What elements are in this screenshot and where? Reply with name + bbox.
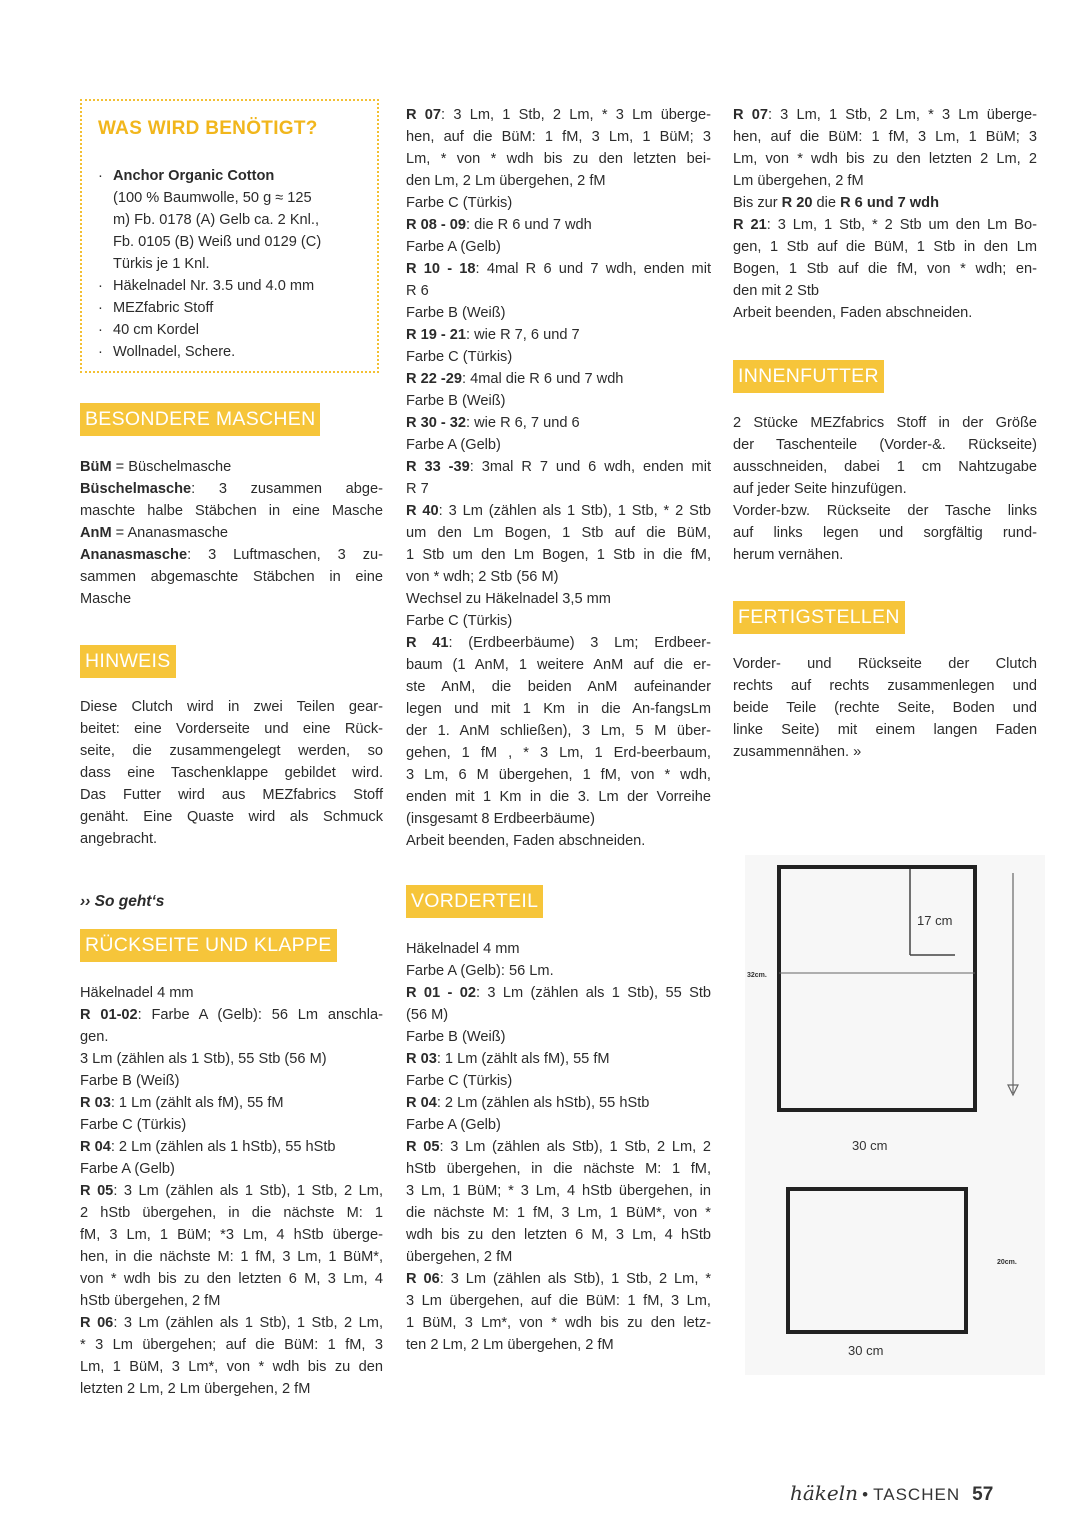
text-run: : wie R 6, 7 und 6	[466, 415, 580, 431]
bold-run: R 41	[406, 635, 449, 651]
footer-section: TASCHEN	[873, 1485, 961, 1504]
text-run: Arbeit beenden, Faden abschneiden.	[406, 833, 646, 849]
text-run: Farbe B (Weiß)	[406, 305, 506, 321]
bullet-icon: ·	[98, 300, 103, 316]
text-run: : 3 Lm (zählen als Stb), 1 Stb, 2 Lm, *	[439, 1271, 711, 1287]
text-run: Farbe A (Gelb)	[406, 437, 501, 453]
materials-item	[98, 165, 373, 187]
text-line	[733, 434, 1037, 456]
text-run: = Ananasmasche	[111, 525, 229, 541]
text-line	[406, 456, 711, 478]
bullet-icon: ·	[98, 322, 103, 338]
text-run: herum vernähen.	[733, 547, 844, 563]
text-line	[406, 280, 711, 302]
flap-height-label: 17 cm	[917, 913, 953, 928]
text-run: ten 2 Lm, 2 Lm übergehen, 2 fM	[406, 1337, 614, 1353]
text-line	[406, 742, 711, 764]
text-line	[80, 1048, 383, 1070]
text-run: : 3 Lm, 1 Stb, 2 Lm, * 3 Lm überge-	[441, 107, 711, 123]
text-line	[80, 1224, 383, 1246]
text-line	[733, 214, 1037, 236]
text-run: 2 hStb übergehen, in die nächste M: 1	[80, 1205, 383, 1221]
bold-run: R 40	[406, 503, 439, 519]
text-run: angebracht.	[80, 831, 158, 847]
text-line	[406, 1202, 711, 1224]
bold-run: R 04	[406, 1095, 437, 1111]
text-line	[406, 1004, 711, 1026]
bold-run: R 6 und 7 wdh	[840, 195, 939, 211]
text-run: gen, 1 Stb auf die BüM, 1 Stb in den Lm	[733, 239, 1037, 255]
bold-run: R 21	[733, 217, 767, 233]
heading-innenfutter: INNENFUTTER	[733, 360, 884, 393]
text-run: 1 Stb um den Lm Bogen, 1 Stb in die fM,	[406, 547, 711, 563]
magazine-brand: häkeln	[790, 1481, 859, 1505]
text-line	[80, 1114, 383, 1136]
text-line	[406, 170, 711, 192]
materials-item	[98, 319, 373, 341]
text-line	[80, 1092, 383, 1114]
text-line	[733, 236, 1037, 258]
text-line	[406, 258, 711, 280]
bold-run: R 06	[80, 1315, 114, 1331]
text-line	[406, 610, 711, 632]
text-run: Farbe C (Türkis)	[406, 1073, 513, 1089]
text-run: hen, auf die BüM: 1 fM, 3 Lm, 1 BüM; 3	[406, 129, 711, 145]
text-line	[406, 104, 711, 126]
bold-run: R 20	[781, 195, 813, 211]
text-run: Farbe B (Weiß)	[406, 1029, 506, 1045]
text-line	[733, 280, 1037, 302]
materials-item	[98, 341, 373, 363]
text-run: 3 Lm übergehen, auf die BüM: 1 fM, 3 Lm,	[406, 1293, 711, 1309]
text-run: linke Seite) mit einem langen Faden	[733, 722, 1037, 738]
text-run: gen.	[80, 1029, 109, 1045]
text-run: 3 Lm, 1 BüM; * 3 Lm, 4 hStb übergehen, in	[406, 1183, 711, 1199]
text-run: hen, in die nächste M: 1 fM, 3 Lm, 1 BüM*,	[80, 1249, 383, 1265]
materials-item-text: Wollnadel, Schere.	[113, 344, 236, 360]
text-run: baum (1 AnM, 1 weitere AnM auf die er-	[406, 657, 711, 673]
vorderteil-text	[406, 938, 711, 1356]
text-run: : 3 Lm (zählen als Stb), 1 Stb, 2 Lm, 2	[439, 1139, 711, 1155]
text-run: : wie R 7, 6 und 7	[466, 327, 580, 343]
text-run: legen und mit 1 Km in die An-fangsLm	[406, 701, 711, 717]
text-line	[733, 412, 1037, 434]
text-run: Häkelnadel 4 mm	[406, 941, 520, 957]
text-line	[80, 1004, 383, 1026]
bullet-icon: ·	[98, 344, 103, 360]
text-line	[733, 478, 1037, 500]
bold-run: R 05	[80, 1183, 114, 1199]
text-line	[406, 786, 711, 808]
heading-hinweis: HINWEIS	[80, 645, 176, 678]
text-run: übergehen, 2 fM	[406, 1249, 513, 1265]
text-line	[406, 938, 711, 960]
text-run: fM, 3 Lm, 1 BüM; *3 Lm, 4 hStb überge-	[80, 1227, 383, 1243]
text-run: Farbe C (Türkis)	[406, 349, 513, 365]
so-gehts-label: ›› So geht‘s	[80, 893, 165, 910]
text-run: : die R 6 und 7 wdh	[466, 217, 592, 233]
text-run: (insgesamt 8 Erdbeerbäume)	[406, 811, 595, 827]
text-run: letzten 2 Lm, 2 Lm übergehen, 2 fM	[80, 1381, 311, 1397]
bold-run: R 30 - 32	[406, 415, 467, 431]
text-run: : 3mal R 7 und 6 wdh, enden mit	[469, 459, 711, 475]
text-line	[80, 696, 383, 718]
text-run: ausschneiden, dabei 1 cm Nahtzugabe	[733, 459, 1037, 475]
text-line	[80, 1026, 383, 1048]
text-run: die	[812, 195, 841, 211]
text-run: : Farbe A (Gelb): 56 Lm anschla-	[137, 1007, 384, 1023]
text-line	[80, 762, 383, 784]
text-line	[406, 1136, 711, 1158]
text-line	[733, 741, 1037, 763]
text-line	[406, 1092, 711, 1114]
text-line	[80, 982, 383, 1004]
text-line	[406, 544, 711, 566]
text-line	[406, 1048, 711, 1070]
text-line	[733, 104, 1037, 126]
bold-run: AnM	[80, 525, 112, 541]
text-line	[406, 346, 711, 368]
text-run: : 1 Lm (zählt als fM), 55 fM	[110, 1095, 284, 1111]
text-line	[733, 302, 1037, 324]
text-line	[80, 1268, 383, 1290]
text-line	[406, 982, 711, 1004]
front-height-label: 20cm.	[997, 1259, 1017, 1266]
text-line	[406, 1180, 711, 1202]
footer-dot: •	[862, 1485, 870, 1504]
text-run: : 3 Lm, 1 Stb, 2 Lm, * 3 Lm überge-	[767, 107, 1038, 123]
text-line	[80, 478, 383, 500]
heading-fertigstellen: FERTIGSTELLEN	[733, 601, 905, 634]
materials-item-detail: Fb. 0105 (B) Weiß und 0129 (C)	[113, 234, 322, 250]
text-run: * 3 Lm übergehen; auf die BüM: 1 fM, 3	[80, 1337, 383, 1353]
text-line	[406, 830, 711, 852]
materials-item-detail: (100 % Baumwolle, 50 g ≈ 125	[113, 190, 312, 206]
text-line	[80, 1312, 383, 1334]
text-line	[406, 588, 711, 610]
text-line	[80, 566, 383, 588]
text-line	[80, 522, 383, 544]
text-line	[406, 1334, 711, 1356]
text-line	[80, 1180, 383, 1202]
text-run: maschte halbe Stäbchen in eine Masche	[80, 503, 383, 519]
materials-item-text: 40 cm Kordel	[113, 322, 199, 338]
bold-run: R 22 -29	[406, 371, 462, 387]
text-run: seite, die zusammengelegt werden, so	[80, 743, 383, 759]
text-run: : 2 Lm (zählen als hStb), 55 hStb	[436, 1095, 650, 1111]
materials-item	[98, 275, 373, 297]
materials-item-text: Anchor Organic Cotton	[113, 168, 275, 184]
text-run: den mit 2 Stb	[733, 283, 819, 299]
text-run: rechts auf rechts zusammenlegen und	[733, 678, 1037, 694]
text-line	[406, 1268, 711, 1290]
text-line	[406, 632, 711, 654]
bold-run: Ananasmasche	[80, 547, 188, 563]
front-width-label: 30 cm	[848, 1343, 884, 1358]
text-run: 1 BüM, 3 Lm*, von * wdh bis zu den letz-	[406, 1315, 711, 1331]
text-line	[406, 126, 711, 148]
heading-vorderteil: VORDERTEIL	[406, 885, 543, 918]
text-run: Farbe C (Türkis)	[406, 195, 513, 211]
back-height-label: 32cm.	[747, 972, 767, 979]
text-run: auf links legen und sorgfältig rund-	[733, 525, 1037, 541]
text-line	[733, 522, 1037, 544]
text-run: gehen, 1 fM , * 3 Lm, 1 Erd-beerbaum,	[406, 745, 711, 761]
text-run: : 3 zusammen abge-	[191, 481, 383, 497]
bold-run: R 07	[406, 107, 442, 123]
text-run: : 3 Lm, 1 Stb, * 2 Stb um den Lm Bo-	[766, 217, 1037, 233]
text-line	[406, 808, 711, 830]
text-run: beide Teile (rechte Seite, Boden und	[733, 700, 1037, 716]
text-line	[80, 1136, 383, 1158]
text-run: : 3 Lm (zählen als 1 Stb), 1 Stb, * 2 Stb	[438, 503, 711, 519]
text-run: hStb übergehen, 2 fM	[80, 1293, 221, 1309]
text-run: hen, auf die BüM: 1 fM, 3 Lm, 1 BüM; 3	[733, 129, 1037, 145]
text-line	[406, 500, 711, 522]
text-run: Lm, von * wdh bis zu den letzten 2 Lm, 2	[733, 151, 1037, 167]
materials-item-text: Häkelnadel Nr. 3.5 und 4.0 mm	[113, 278, 315, 294]
text-line	[80, 500, 383, 522]
heading-besondere-maschen: BESONDERE MASCHEN	[80, 403, 320, 436]
text-run: = Büschelmasche	[111, 459, 232, 475]
heading-rueckseite: RÜCKSEITE UND KLAPPE	[80, 929, 337, 962]
back-width-label: 30 cm	[852, 1138, 888, 1153]
text-run: Vorder-bzw. Rückseite der Tasche links	[733, 503, 1037, 519]
text-run: : 2 Lm (zählen als 1 hStb), 55 hStb	[110, 1139, 336, 1155]
text-run: : 3 Lm (zählen als 1 Stb), 1 Stb, 2 Lm,	[113, 1183, 384, 1199]
text-line	[733, 719, 1037, 741]
text-line	[80, 828, 383, 850]
text-line	[733, 148, 1037, 170]
text-line	[406, 1158, 711, 1180]
bold-run: R 01-02	[80, 1007, 138, 1023]
text-run: genäht. Eine Quaste wird als Schmuck	[80, 809, 383, 825]
page-footer	[790, 1481, 993, 1506]
text-run: Farbe B (Weiß)	[406, 393, 506, 409]
text-line	[80, 740, 383, 762]
text-run: von * wdh bis zu den letzten 6 M, 3 Lm, 4	[80, 1271, 383, 1287]
text-line	[80, 718, 383, 740]
text-run: Lm, 1 BüM, 3 Lm*, von * wdh bis zu den	[80, 1359, 383, 1375]
bold-run: R 03	[406, 1051, 437, 1067]
text-run: : 4mal die R 6 und 7 wdh	[461, 371, 624, 387]
text-line	[80, 1246, 383, 1268]
text-run: Bogen, 1 Stb auf die fM, von * wdh; en-	[733, 261, 1037, 277]
text-line	[733, 675, 1037, 697]
hinweis-text	[80, 696, 383, 850]
text-line	[733, 544, 1037, 566]
text-line	[406, 960, 711, 982]
text-run: : 3 Luftmaschen, 3 zu-	[187, 547, 383, 563]
text-line	[406, 302, 711, 324]
text-line	[80, 806, 383, 828]
bold-run: R 19 - 21	[406, 327, 467, 343]
col2-rows-text	[406, 104, 711, 852]
text-line	[406, 1290, 711, 1312]
text-line	[406, 1246, 711, 1268]
text-line	[80, 1158, 383, 1180]
text-run: Lm übergehen, 2 fM	[733, 173, 864, 189]
text-run: Wechsel zu Häkelnadel 3,5 mm	[406, 591, 611, 607]
pattern-diagram	[745, 855, 1045, 1375]
bullet-icon: ·	[98, 278, 103, 294]
text-run: (56 M)	[406, 1007, 449, 1023]
text-run: R 7	[406, 481, 429, 497]
bold-run: BüM	[80, 459, 112, 475]
text-run: Farbe A (Gelb): 56 Lm.	[406, 963, 554, 979]
text-line	[80, 1356, 383, 1378]
materials-title: WAS WIRD BENÖTIGT?	[98, 118, 318, 139]
text-line	[733, 258, 1037, 280]
text-line	[406, 324, 711, 346]
col3-rows-text	[733, 104, 1037, 324]
text-line	[406, 412, 711, 434]
text-line	[733, 653, 1037, 675]
text-run: : 1 Lm (zählt als fM), 55 fM	[436, 1051, 610, 1067]
text-run: sammen abgemaschte Stäbchen in eine	[80, 569, 383, 585]
text-line	[80, 544, 383, 566]
text-run: R 6	[406, 283, 429, 299]
bold-run: R 03	[80, 1095, 111, 1111]
text-line	[406, 1114, 711, 1136]
text-run: Diese Clutch wird in zwei Teilen gear-	[80, 699, 383, 715]
text-run: Vorder- und Rückseite der Clutch	[733, 656, 1037, 672]
text-run: auf jeder Seite hinzufügen.	[733, 481, 907, 497]
text-run: um den Lm Bogen, 1 Stb auf die BüM,	[406, 525, 711, 541]
text-run: Farbe A (Gelb)	[406, 1117, 501, 1133]
text-run: Bis zur	[733, 195, 782, 211]
text-run: den Lm, 2 Lm übergehen, 2 fM	[406, 173, 606, 189]
text-line	[80, 784, 383, 806]
text-line	[733, 192, 1037, 214]
materials-item-detail: m) Fb. 0178 (A) Gelb ca. 2 Knl.,	[113, 212, 320, 228]
text-line	[406, 368, 711, 390]
text-run: dass eine Taschenklappe gebildet wird.	[80, 765, 383, 781]
bold-run: R 33 -39	[406, 459, 470, 475]
text-line	[406, 1026, 711, 1048]
text-line	[406, 522, 711, 544]
text-line	[80, 588, 383, 610]
text-run: 2 Stücke MEZfabrics Stoff in der Größe	[733, 415, 1037, 431]
text-run: Das Futter wird aus MEZfabrics Stoff	[80, 787, 383, 803]
text-line	[80, 1202, 383, 1224]
text-run: Farbe C (Türkis)	[406, 613, 513, 629]
materials-item-text: MEZfabric Stoff	[113, 300, 214, 316]
text-line	[406, 1224, 711, 1246]
text-line	[406, 214, 711, 236]
text-line	[80, 1334, 383, 1356]
text-run: 3 Lm, 6 M übergehen, 1 fM, von * wdh,	[406, 767, 711, 783]
bold-run: R 08 - 09	[406, 217, 467, 233]
text-line	[733, 500, 1037, 522]
text-run: beitet: eine Vorderseite und eine Rück-	[80, 721, 383, 737]
besondere-maschen-text	[80, 456, 383, 610]
text-line	[406, 764, 711, 786]
text-line	[80, 1378, 383, 1400]
text-line	[733, 126, 1037, 148]
text-line	[406, 654, 711, 676]
text-run: Arbeit beenden, Faden abschneiden.	[733, 305, 973, 321]
text-line	[406, 1312, 711, 1334]
rueckseite-text	[80, 982, 383, 1400]
text-run: : 3 Lm (zählen als 1 Stb), 55 Stb	[475, 985, 711, 1001]
text-run: der Taschenteile (Vorder-&. Rückseite)	[733, 437, 1037, 453]
bold-run: R 07	[733, 107, 768, 123]
fertigstellen-text	[733, 653, 1037, 763]
bold-run: R 06	[406, 1271, 440, 1287]
text-line	[80, 456, 383, 478]
bold-run: R 10 - 18	[406, 261, 476, 277]
bold-run: R 04	[80, 1139, 111, 1155]
text-run: enden mit 1 Km in die 3. Lm der Vorreihe	[406, 789, 711, 805]
text-line	[406, 566, 711, 588]
text-run: Farbe A (Gelb)	[406, 239, 501, 255]
text-run: Farbe B (Weiß)	[80, 1073, 180, 1089]
text-line	[733, 456, 1037, 478]
text-run: zusammennähen. »	[733, 744, 862, 760]
text-line	[406, 390, 711, 412]
materials-item	[98, 297, 373, 319]
text-line	[406, 676, 711, 698]
text-line	[80, 1070, 383, 1092]
bullet-icon: ·	[98, 168, 103, 184]
text-run: Häkelnadel 4 mm	[80, 985, 194, 1001]
materials-list	[98, 165, 373, 363]
materials-item-detail: Türkis je 1 Knl.	[113, 256, 210, 272]
text-line	[406, 698, 711, 720]
text-run: Masche	[80, 591, 132, 607]
bold-run: R 05	[406, 1139, 440, 1155]
text-line	[406, 236, 711, 258]
text-line	[733, 170, 1037, 192]
bold-run: Büschelmasche	[80, 481, 192, 497]
text-run: von * wdh; 2 Stb (56 M)	[406, 569, 559, 585]
text-run: 3 Lm (zählen als 1 Stb), 55 Stb (56 M)	[80, 1051, 327, 1067]
text-run: der 1. AnM schließen), 3 Lm, 5 M über-	[406, 723, 711, 739]
bold-run: R 01 - 02	[406, 985, 476, 1001]
text-run: : (Erdbeerbäume) 3 Lm; Erdbeer-	[448, 635, 711, 651]
text-line	[406, 478, 711, 500]
text-line	[733, 697, 1037, 719]
text-run: : 3 Lm (zählen als 1 Stb), 1 Stb, 2 Lm,	[113, 1315, 384, 1331]
innenfutter-text	[733, 412, 1037, 566]
text-run: wdh bis zu den letzten 6 M, 3 Lm, 4 hStb	[406, 1227, 711, 1243]
text-run: Farbe A (Gelb)	[80, 1161, 175, 1177]
text-line	[406, 720, 711, 742]
text-line	[406, 1070, 711, 1092]
text-run: ste AnM, die beiden AnM aufeinander	[406, 679, 711, 695]
text-run: die nächste M: 1 fM, 3 Lm, 1 BüM*, von *	[406, 1205, 711, 1221]
text-run: Farbe C (Türkis)	[80, 1117, 187, 1133]
text-run: : 4mal R 6 und 7 wdh, enden mit	[475, 261, 712, 277]
text-line	[406, 148, 711, 170]
page-number: 57	[972, 1484, 994, 1505]
text-line	[406, 434, 711, 456]
text-line	[80, 1290, 383, 1312]
text-line	[406, 192, 711, 214]
text-run: hStb übergehen, in die nächste M: 1 fM,	[406, 1161, 711, 1177]
text-run: Lm, * von * wdh bis zu den letzten bei-	[406, 151, 711, 167]
